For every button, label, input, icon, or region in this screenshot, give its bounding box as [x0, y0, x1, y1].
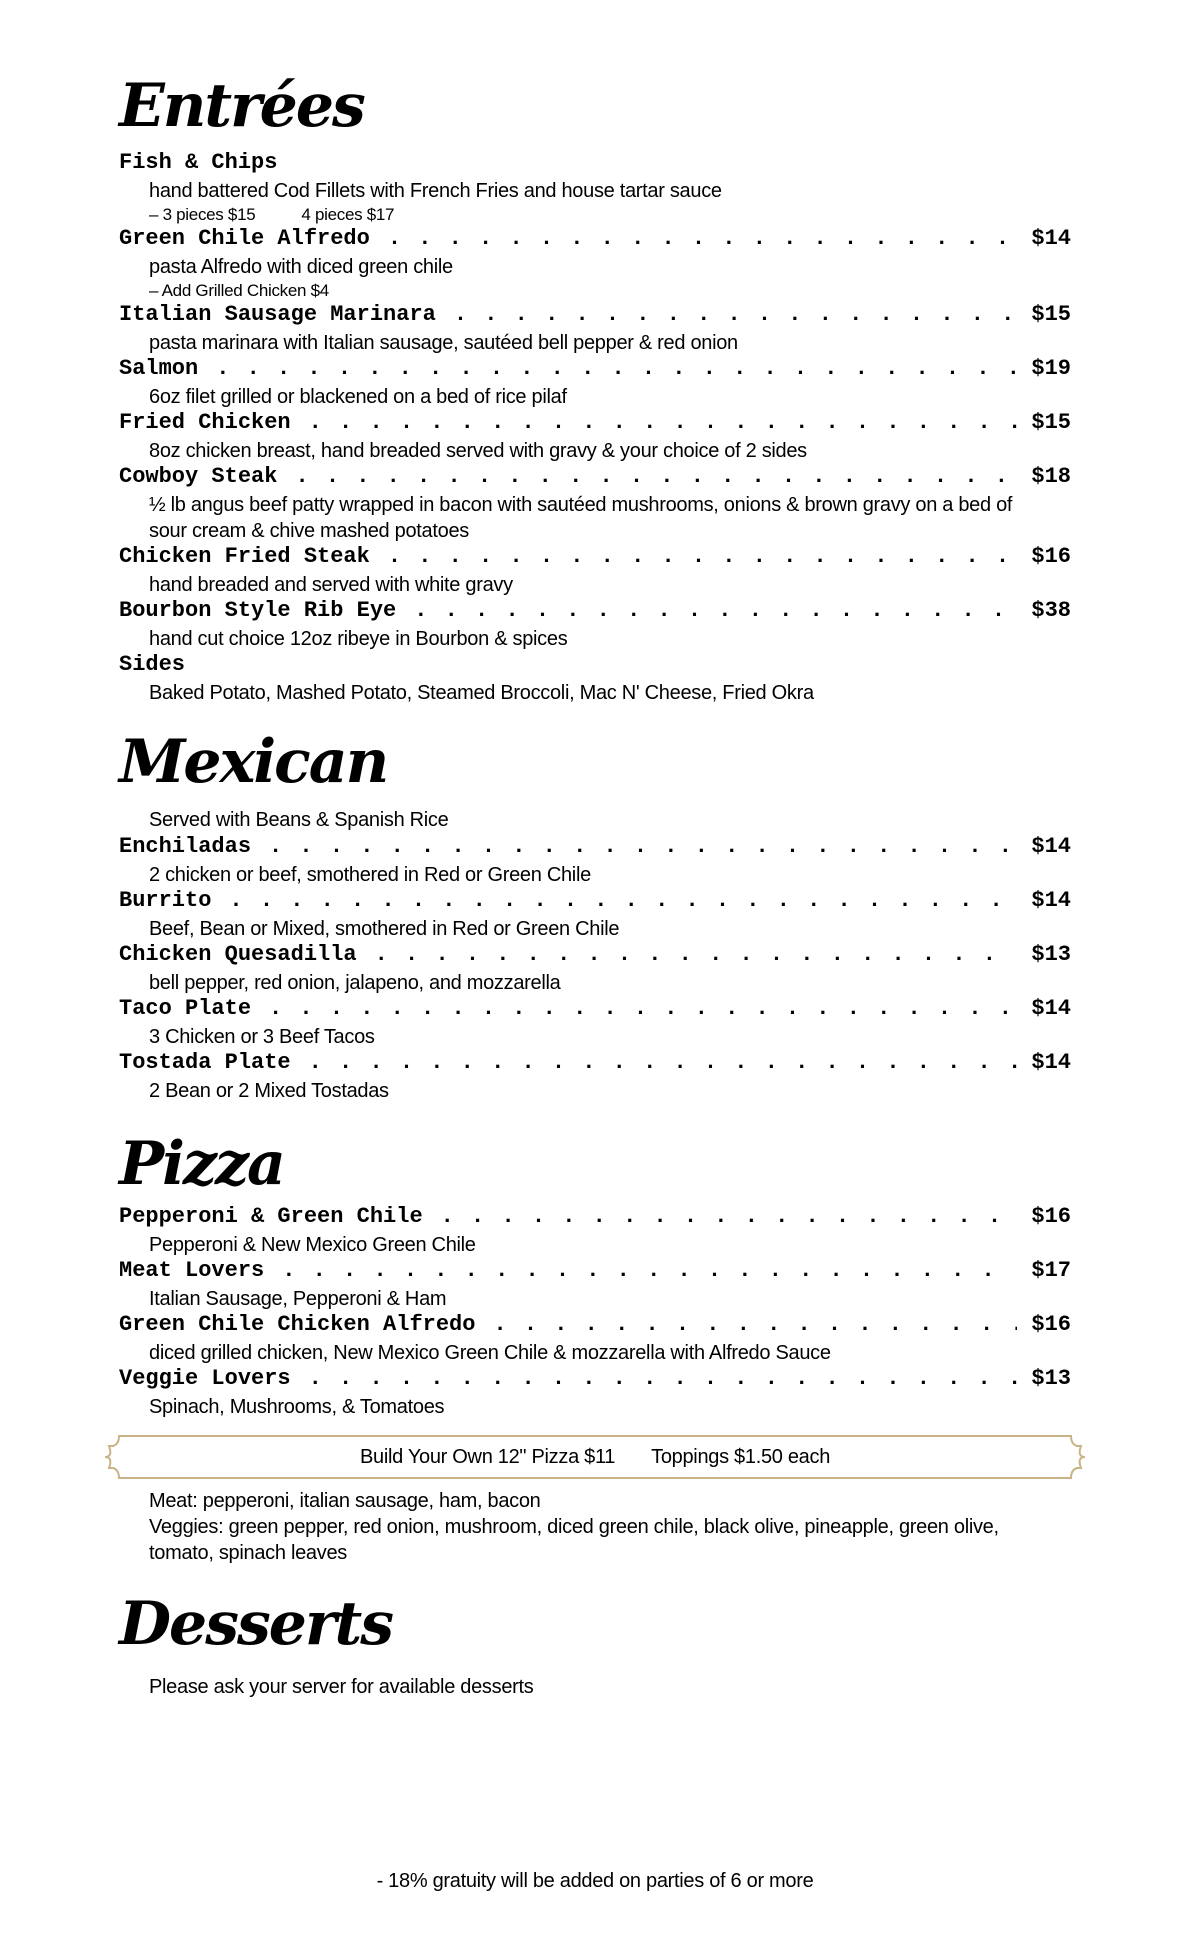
menu-item-chicken-fried-steak [119, 544, 1071, 598]
item-description: Pepperoni & New Mexico Green Chile [149, 1234, 476, 1256]
item-name: Fried Chicken [119, 410, 291, 435]
item-name: Green Chile Chicken Alfredo [119, 1312, 476, 1337]
dot-leader [229, 888, 1017, 913]
banner-text [105, 1434, 1085, 1480]
menu-item-green-chile-chicken-alfredo [119, 1312, 1071, 1366]
item-name: Meat Lovers [119, 1258, 265, 1283]
item-description: Italian Sausage, Pepperoni & Ham [149, 1288, 447, 1310]
item-description: 8oz chicken breast, hand breaded served with gravy & your choice of 2 sides [149, 440, 807, 462]
dot-leader [454, 302, 1018, 327]
dot-leader [216, 356, 1017, 381]
item-description: Beef, Bean or Mixed, smothered in Red or Green Chile [149, 918, 620, 940]
dot-leader [493, 1312, 1017, 1337]
veggie-toppings: Veggies: green pepper, red onion, mushroom, diced green chile, black olive, pineapple, green olive, tomato, spinach leaves [149, 1516, 999, 1564]
item-description: hand breaded and served with white gravy [149, 574, 513, 596]
menu-item-veggie-lovers [119, 1366, 1071, 1420]
item-price: $38 [1031, 598, 1071, 623]
item-price: $14 [1031, 1050, 1071, 1075]
item-name: Green Chile Alfredo [119, 226, 370, 251]
menu-item-meat-lovers [119, 1258, 1071, 1312]
entrees-heading: Entrées [119, 71, 364, 141]
item-description: pasta Alfredo with diced green chile [149, 256, 453, 278]
item-price: $16 [1031, 544, 1071, 569]
item-addon-note: – Add Grilled Chicken $4 [149, 281, 329, 300]
item-description: Baked Potato, Mashed Potato, Steamed Broccoli, Mac N' Cheese, Fried Okra [149, 682, 814, 704]
menu-item-salmon [119, 356, 1071, 410]
dot-leader [388, 544, 1018, 569]
item-price: $14 [1031, 226, 1071, 251]
item-price: $16 [1031, 1204, 1071, 1229]
item-price: $15 [1031, 302, 1071, 327]
option-3-pieces: – 3 pieces $15 [149, 205, 256, 224]
dot-leader [441, 1204, 1018, 1229]
dot-leader [282, 1258, 1017, 1283]
item-price: $14 [1031, 996, 1071, 1021]
mexican-heading: Mexican [119, 727, 388, 797]
item-description: hand battered Cod Fillets with French Fries and house tartar sauce [149, 180, 722, 202]
menu-item-tostada-plate [119, 1050, 1071, 1104]
dot-leader [309, 1366, 1018, 1391]
item-name: Chicken Quesadilla [119, 942, 357, 967]
item-price: $13 [1031, 1366, 1071, 1391]
pizza-heading: Pizza [119, 1129, 284, 1199]
dot-leader [269, 996, 1017, 1021]
item-description: Spinach, Mushrooms, & Tomatoes [149, 1396, 445, 1418]
gratuity-note: - 18% gratuity will be added on parties of 6 or more [376, 1870, 814, 1892]
item-price: $15 [1031, 410, 1071, 435]
item-price: $17 [1031, 1258, 1071, 1283]
build-your-own-banner [105, 1434, 1085, 1480]
item-description: 3 Chicken or 3 Beef Tacos [149, 1026, 375, 1048]
item-description: 2 chicken or beef, smothered in Red or Green Chile [149, 864, 591, 886]
item-price: $18 [1031, 464, 1071, 489]
menu-item-sides [119, 652, 1071, 706]
menu-item-fried-chicken [119, 410, 1071, 464]
item-description: 6oz filet grilled or blackened on a bed of rice pilaf [149, 386, 567, 408]
item-description: diced grilled chicken, New Mexico Green Chile & mozzarella with Alfredo Sauce [149, 1342, 831, 1364]
item-name: Fish & Chips [119, 150, 278, 175]
menu-item-taco-plate [119, 996, 1071, 1050]
menu-item-cowboy-steak [119, 464, 1071, 544]
dot-leader [295, 464, 1017, 489]
dot-leader [309, 410, 1018, 435]
item-description: ½ lb angus beef patty wrapped in bacon with sautéed mushrooms, onions & brown gravy on a bed of sour cream & chive mashed potatoes [149, 494, 1013, 542]
item-name: Salmon [119, 356, 199, 381]
dot-leader [388, 226, 1018, 251]
desserts-description: Please ask your server for available desserts [149, 1676, 534, 1698]
item-price: $16 [1031, 1312, 1071, 1337]
item-description: hand cut choice 12oz ribeye in Bourbon & spices [149, 628, 568, 650]
item-name: Enchiladas [119, 834, 252, 859]
mexican-intro: Served with Beans & Spanish Rice [149, 809, 449, 831]
item-name: Pepperoni & Green Chile [119, 1204, 423, 1229]
dot-leader [269, 834, 1017, 859]
meat-toppings: Meat: pepperoni, italian sausage, ham, bacon [149, 1490, 541, 1512]
item-description: pasta marinara with Italian sausage, sautéed bell pepper & red onion [149, 332, 738, 354]
menu-page [119, 70, 1071, 1700]
item-name: Cowboy Steak [119, 464, 278, 489]
option-4-pieces: 4 pieces $17 [301, 205, 395, 224]
item-options [149, 204, 1071, 226]
item-price: $19 [1031, 356, 1071, 381]
item-name: Taco Plate [119, 996, 252, 1021]
item-description: bell pepper, red onion, jalapeno, and mozzarella [149, 972, 561, 994]
menu-item-fish-and-chips [119, 150, 1071, 226]
build-your-own-price: Build Your Own 12" Pizza $11 [359, 1446, 616, 1468]
item-description: 2 Bean or 2 Mixed Tostadas [149, 1080, 389, 1102]
dot-leader [414, 598, 1017, 623]
item-name: Burrito [119, 888, 212, 913]
item-name: Tostada Plate [119, 1050, 291, 1075]
item-price: $14 [1031, 834, 1071, 859]
item-price: $14 [1031, 888, 1071, 913]
dot-leader [375, 942, 1018, 967]
item-name: Sides [119, 652, 186, 677]
toppings-price: Toppings $1.50 each [651, 1446, 831, 1468]
item-name: Bourbon Style Rib Eye [119, 598, 397, 623]
item-price: $13 [1031, 942, 1071, 967]
menu-item-chicken-quesadilla [119, 942, 1071, 996]
item-name: Italian Sausage Marinara [119, 302, 436, 327]
dot-leader [309, 1050, 1018, 1075]
menu-item-bourbon-rib-eye [119, 598, 1071, 652]
menu-item-italian-sausage-marinara [119, 302, 1071, 356]
menu-item-pepperoni-green-chile [119, 1204, 1071, 1258]
menu-item-green-chile-alfredo [119, 226, 1071, 302]
desserts-heading: Desserts [119, 1589, 393, 1659]
menu-item-enchiladas [119, 834, 1071, 888]
item-name: Chicken Fried Steak [119, 544, 370, 569]
menu-item-burrito [119, 888, 1071, 942]
item-name: Veggie Lovers [119, 1366, 291, 1391]
